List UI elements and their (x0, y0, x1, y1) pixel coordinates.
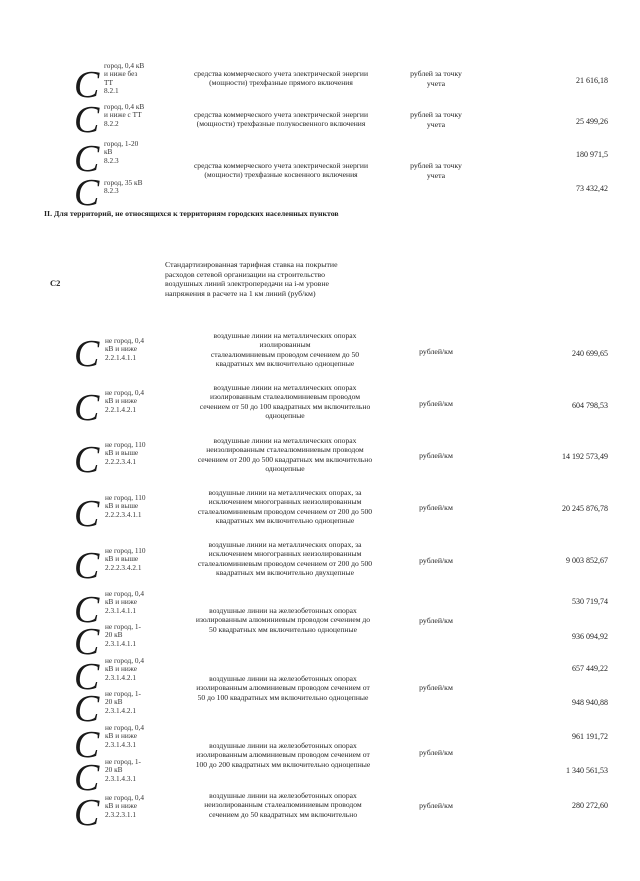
tariff-value: 25 499,26 (576, 117, 608, 126)
tariff-unit: рублей/км (419, 801, 453, 810)
tariff-code: город, 35 кВ 8.2.3 (104, 178, 143, 196)
tariff-description: воздушные линии на металлических опорах, за исключением многогранных неизолированным сталеалюминиевым проводом сечением от 200 до 500 квадратных мм включительно двухцепные (197, 540, 373, 578)
tariff-unit: рублей/км (419, 556, 453, 565)
tariff-code: не город, 0,4 кВ и ниже 2.3.2.3.1.1 (105, 793, 144, 819)
tariff-code: не город, 110 кВ и выше 2.2.2.3.4.2.1 (105, 546, 146, 572)
c2-label: С2 (50, 278, 61, 288)
row-c-glyph: C (74, 493, 100, 535)
tariff-unit: рублей/км (419, 451, 453, 460)
tariff-unit: рублей/км (419, 748, 453, 757)
tariff-value: 21 616,18 (576, 76, 608, 85)
tariff-value: 1 340 561,53 (566, 766, 608, 775)
tariff-description: воздушные линии на металлических опорах неизолированным сталеалюминиевым проводом сечением от 200 до 500 квадратных мм включительно одноцепные (197, 436, 373, 474)
tariff-description: средства коммерческого учета электрической энергии (мощности) трехфазные косвенного включения (193, 161, 369, 180)
tariff-code: не город, 110 кВ и выше 2.2.2.3.4.1.1 (105, 493, 146, 519)
tariff-unit: рублей/км (419, 683, 453, 692)
tariff-unit: рублей за точку учета (410, 69, 462, 88)
tariff-code: не город, 0,4 кВ и ниже 2.3.1.4.3.1 (105, 723, 144, 749)
tariff-value: 936 094,92 (572, 632, 608, 641)
row-c-glyph: C (74, 688, 100, 730)
tariff-description: воздушные линии на железобетонных опорах изолированным алюминиевым проводом сечением от 50 до 100 квадратных мм включительно одноцепные (196, 674, 370, 702)
tariff-value: 961 191,72 (572, 732, 608, 741)
tariff-value: 604 798,53 (572, 401, 608, 410)
tariff-description: воздушные линии на железобетонных опорах неизолированным сталеалюминиевым проводом сечением до 50 квадратных мм включительно (204, 791, 362, 819)
tariff-description: воздушные линии на железобетонных опорах изолированным алюминиевым проводом сечением от 100 до 200 квадратных мм включительно одноцепные (195, 741, 371, 769)
tariff-code: город, 0,4 кВ и ниже с ТТ 8.2.2 (104, 102, 145, 128)
tariff-description: воздушные линии на металлических опорах изолированным сталеалюминиевым проводом сечением до 50 квадратных мм включительно одноцепные (210, 331, 360, 369)
tariff-unit: рублей/км (419, 616, 453, 625)
tariff-code: не город, 0,4 кВ и ниже 2.3.1.4.1.1 (105, 589, 144, 615)
row-c-glyph: C (74, 589, 100, 631)
tariff-value: 280 272,60 (572, 801, 608, 810)
row-c-glyph: C (74, 64, 100, 106)
tariff-code: город, 1-20 кВ 8.2.3 (104, 139, 139, 165)
tariff-value: 948 940,88 (572, 698, 608, 707)
tariff-code: не город, 1- 20 кВ 2.3.1.4.1.1 (105, 622, 141, 648)
tariff-value: 9 003 852,67 (566, 556, 608, 565)
tariff-unit: рублей/км (419, 503, 453, 512)
tariff-code: не город, 0,4 кВ и ниже 2.3.1.4.2.1 (105, 656, 144, 682)
tariff-description: средства коммерческого учета электрической энергии (мощности) трехфазные прямого включения (193, 69, 369, 88)
tariff-value: 180 971,5 (576, 150, 608, 159)
tariff-code: город, 0,4 кВ и ниже без ТТ 8.2.1 (104, 61, 145, 96)
tariff-code: не город, 1- 20 кВ 2.3.1.4.3.1 (105, 757, 141, 783)
row-c-glyph: C (74, 333, 100, 375)
tariff-code: не город, 1- 20 кВ 2.3.1.4.2.1 (105, 689, 141, 715)
row-c-glyph: C (74, 792, 100, 834)
tariff-unit: рублей за точку учета (410, 110, 462, 129)
c2-intro: Стандартизированная тарифная ставка на покрытие расходов сетевой организации на строительство воздушных линий электропередачи на i-м уровне напряжения в расчете на 1 км линий (руб/км) (165, 260, 338, 298)
row-c-glyph: C (74, 99, 100, 141)
tariff-unit: рублей/км (419, 399, 453, 408)
row-c-glyph: C (74, 656, 100, 698)
tariff-unit: рублей за точку учета (410, 161, 462, 180)
row-c-glyph: C (74, 621, 100, 663)
tariff-code: не город, 0,4 кВ и ниже 2.2.1.4.2.1 (105, 388, 144, 414)
tariff-value: 240 699,65 (572, 349, 608, 358)
tariff-description: воздушные линии на железобетонных опорах изолированным алюминиевым проводом сечением до 50 квадратных мм включительно одноцепные (195, 606, 371, 634)
row-c-glyph: C (74, 387, 100, 429)
row-c-glyph: C (74, 138, 100, 180)
row-c-glyph: C (74, 757, 100, 799)
section-heading: II. Для территорий, не относящихся к территориям городских населенных пунктов (44, 209, 339, 218)
tariff-description: средства коммерческого учета электрической энергии (мощности) трехфазные полукосвенного включения (193, 110, 369, 129)
tariff-unit: рублей/км (419, 347, 453, 356)
tariff-value: 14 192 573,49 (562, 452, 608, 461)
row-c-glyph: C (74, 439, 100, 481)
tariff-code: не город, 110 кВ и выше 2.2.2.3.4.1 (105, 440, 146, 466)
row-c-glyph: C (74, 172, 100, 214)
tariff-code: не город, 0,4 кВ и ниже 2.2.1.4.1.1 (105, 336, 144, 362)
tariff-value: 20 245 876,78 (562, 504, 608, 513)
row-c-glyph: C (74, 724, 100, 766)
tariff-description: воздушные линии на металлических опорах, за исключением многогранных неизолированным сталеалюминиевым проводом сечением от 200 до 500 квадратных мм включительно одноцепные (197, 488, 373, 526)
tariff-value: 657 449,22 (572, 664, 608, 673)
row-c-glyph: C (74, 545, 100, 587)
tariff-value: 73 432,42 (576, 184, 608, 193)
tariff-description: воздушные линии на металлических опорах изолированным сталеалюминиевым проводом сечением от 50 до 100 квадратных мм включительно одноцепные (199, 383, 371, 421)
tariff-value: 530 719,74 (572, 597, 608, 606)
